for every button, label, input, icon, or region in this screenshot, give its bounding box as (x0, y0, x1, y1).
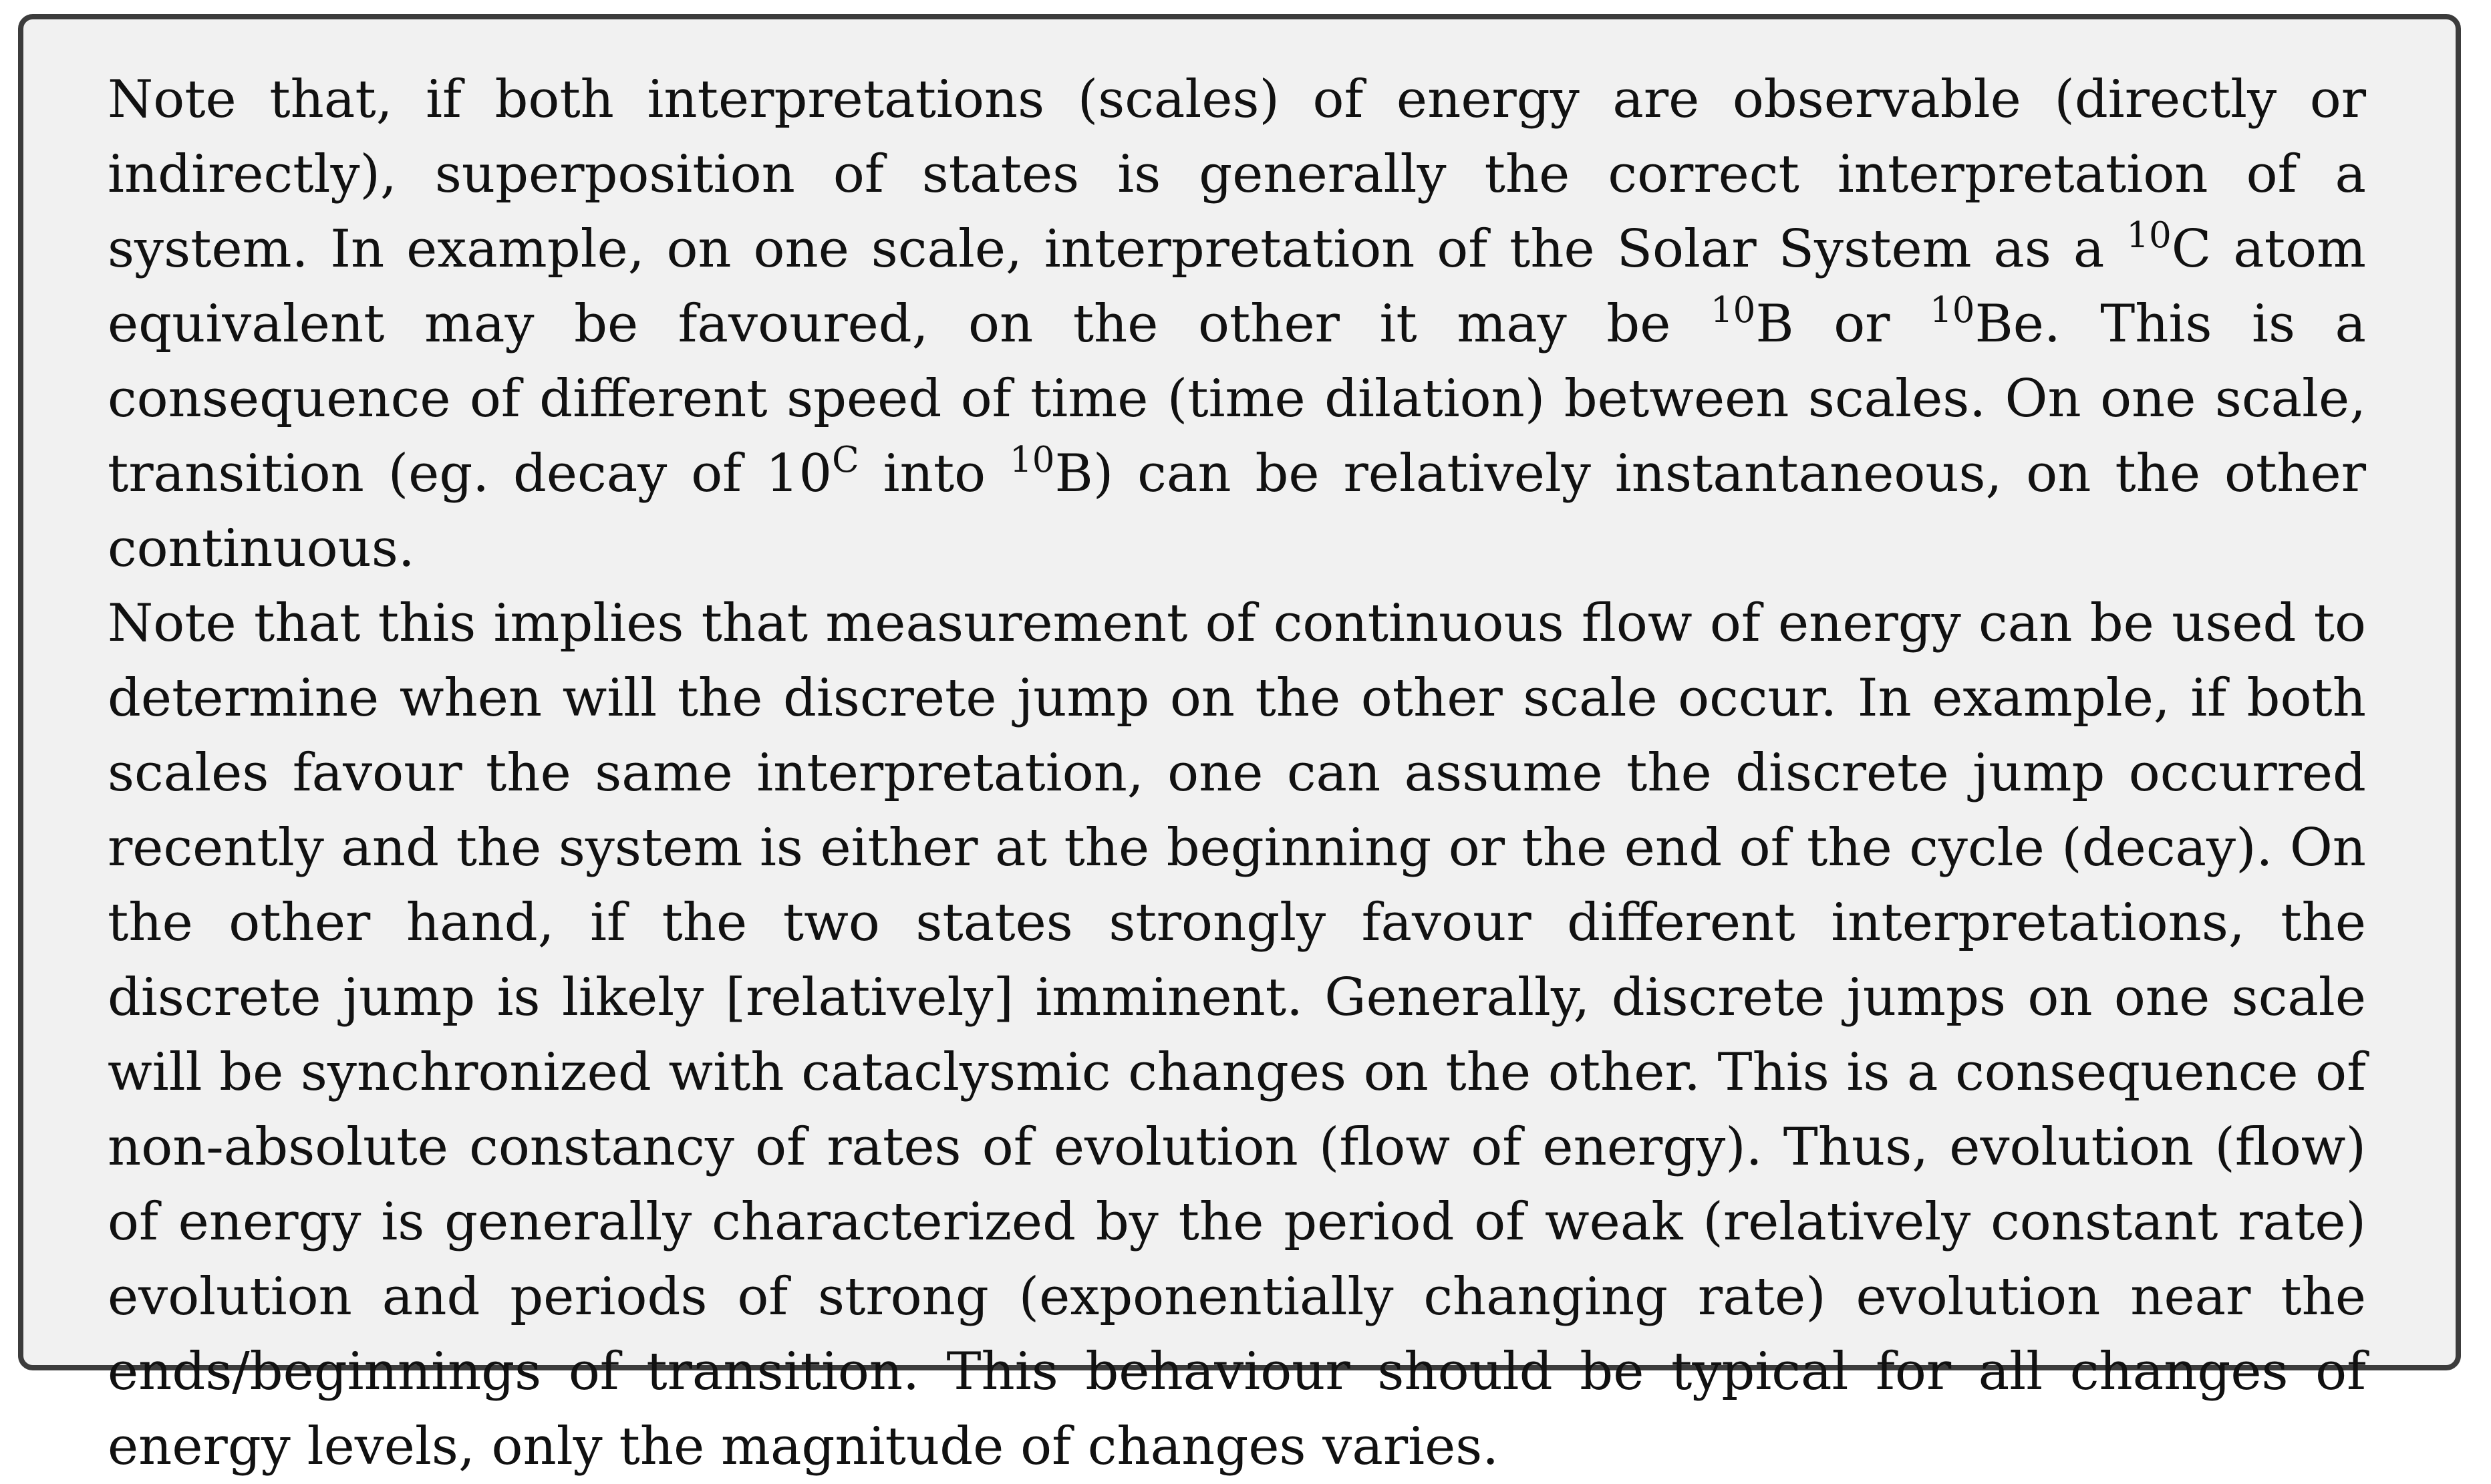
paragraph-measurement: Note that this implies that measurement of continuous flow of energy can be used to determine when will the discrete jump on the other scale occur. In example, if both scales favour the same interpretation, one can assume the discrete jump occurred recently and the system is either at the beginning or the end of the cycle (decay). On the other hand, if the two states strongly favour different interpretations, the discrete jump is likely [relatively] imminent. Generally, discrete jumps on one scale will be synchronized with cataclysmic changes on the other. This is a consequence of non-absolute constancy of rates of evolution (flow of energy). Thus, evolution (flow) of energy is generally characterized by the period of weak (relatively constant rate) evolution and periods of strong (exponentially changing rate) evolution near the ends/beginnings of transition. This behaviour should be typical for all changes of energy levels, only the magnitude of changes varies. (108, 593, 2366, 1477)
paragraph-superposition (108, 62, 2366, 586)
superscript-10: 10 (1929, 289, 1975, 331)
paragraph-1-text: B) can be relatively instantaneous, on the other continuous. (108, 444, 2366, 579)
paragraph-1-text: B or (1755, 294, 1930, 354)
paragraph-1-text: Be. This is a consequence of different speed of time (time dilation) between scales. On one scale, transition (eg. decay of 10 (108, 294, 2366, 504)
note-box (18, 14, 2461, 1477)
superscript-10: 10 (1710, 289, 1756, 331)
superscript-c: C (832, 438, 859, 480)
paragraph-1-text: Note that, if both interpretations (scales) of energy are observable (directly or indirectly), superposition of states is generally the correct interpretation of a system. In example, on one scale, interpretation of the Solar System as a (108, 69, 2366, 279)
superscript-10: 10 (2126, 214, 2172, 256)
paragraph-1-text: C atom equivalent may be favoured, on the other it may be (108, 219, 2367, 354)
paragraph-1-text: into (859, 444, 1010, 504)
superscript-10: 10 (1010, 438, 1055, 480)
